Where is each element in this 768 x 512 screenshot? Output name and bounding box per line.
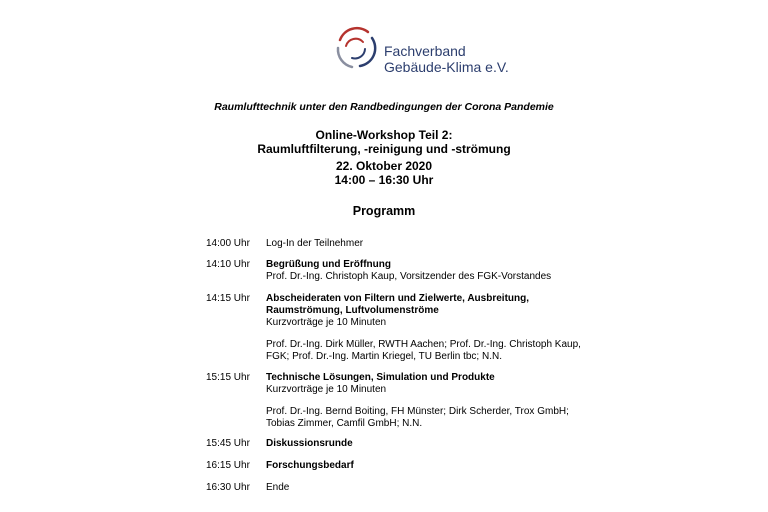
agenda-time: 14:10 Uhr: [206, 259, 250, 270]
agenda-title: Forschungsbedarf: [266, 460, 354, 471]
agenda-title: Diskussionsrunde: [266, 438, 353, 449]
agenda-time: 14:15 Uhr: [206, 293, 250, 304]
agenda-title: Raumströmung, Luftvolumenströme: [266, 305, 439, 316]
workshop-title-line2: Raumluftfilterung, -reinigung und -strömung: [257, 142, 511, 156]
agenda-title: Technische Lösungen, Simulation und Produkte: [266, 372, 495, 383]
agenda-time: 15:15 Uhr: [206, 372, 250, 383]
agenda-speakers: FGK; Prof. Dr.-Ing. Martin Kriegel, TU Berlin tbc; N.N.: [266, 351, 502, 362]
agenda-time: 16:15 Uhr: [206, 460, 250, 471]
agenda-text: Prof. Dr.-Ing. Christoph Kaup, Vorsitzender des FGK-Vorstandes: [266, 271, 552, 282]
programm-heading: Programm: [352, 204, 416, 218]
agenda-time: 15:45 Uhr: [206, 438, 250, 449]
agenda-speakers: Tobias Zimmer, Camfil GmbH; N.N.: [266, 418, 423, 429]
agenda-time: 14:00 Uhr: [206, 238, 250, 249]
document-subtitle: Raumlufttechnik unter den Randbedingungen der Corona Pandemie: [214, 101, 554, 113]
agenda-time: 16:30 Uhr: [206, 482, 250, 493]
agenda-text: Log-In der Teilnehmer: [266, 238, 364, 249]
agenda-text: Ende: [266, 482, 290, 493]
workshop-time: 14:00 – 16:30 Uhr: [334, 173, 434, 187]
agenda-format: Kurzvorträge je 10 Minuten: [266, 384, 387, 395]
workshop-title-line1: Online-Workshop Teil 2:: [315, 128, 453, 142]
agenda-title: Begrüßung und Eröffnung: [266, 259, 391, 270]
agenda-title: Abscheideraten von Filtern und Zielwerte, Ausbreitung,: [266, 293, 529, 304]
workshop-date: 22. Oktober 2020: [335, 159, 433, 173]
organization-name-line1: Fachverband: [384, 43, 466, 59]
agenda-format: Kurzvorträge je 10 Minuten: [266, 317, 387, 328]
agenda-speakers: Prof. Dr.-Ing. Bernd Boiting, FH Münster; Dirk Scherder, Trox GmbH;: [266, 406, 569, 417]
fgk-logo-icon: [330, 18, 380, 78]
organization-name-line2: Gebäude-Klima e.V.: [384, 59, 509, 75]
agenda-speakers: Prof. Dr.-Ing. Dirk Müller, RWTH Aachen; Prof. Dr.-Ing. Christoph Kaup,: [266, 339, 581, 350]
